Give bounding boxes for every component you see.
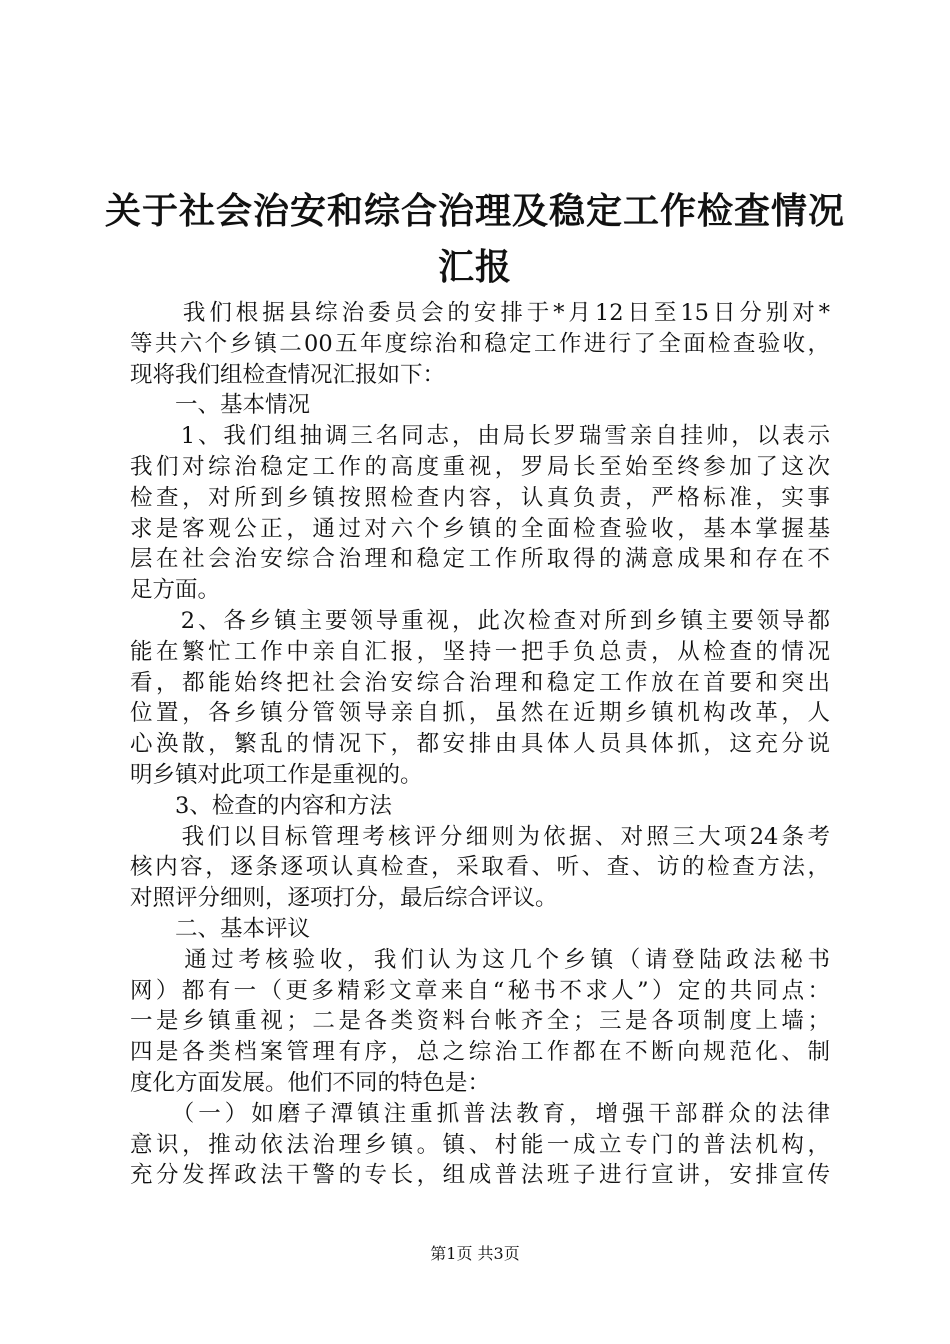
body-text-line: 意识，推动依法治理乡镇。镇、村能一成立专门的普法机构，	[130, 1131, 830, 1158]
body-text-line: 1、我们组抽调三名同志，由局长罗瑞雪亲自挂帅，以表示	[130, 423, 830, 450]
body-text-line: 层在社会治安综合治理和稳定工作所取得的满意成果和存在不	[130, 546, 830, 573]
document-body	[130, 298, 830, 1191]
body-text-line: 心涣散，繁乱的情况下，都安排由具体人员具体抓，这充分说	[130, 731, 830, 758]
body-text-line: 能在繁忙工作中亲自汇报，坚持一把手负总责，从检查的情况	[130, 638, 830, 665]
body-text-line: 我们根据县综治委员会的安排于*月12日至15日分别对*	[130, 300, 830, 326]
body-text-line: 核内容，逐条逐项认真检查，采取看、听、查、访的检查方法，	[130, 854, 830, 881]
body-text-line: 充分发挥政法干警的专长，组成普法班子进行宣讲，安排宣传	[130, 1162, 830, 1189]
body-text-line: 一是乡镇重视；二是各类资料台帐齐全；三是各项制度上墙；	[130, 1008, 830, 1035]
body-text-line: 看，都能始终把社会治安综合治理和稳定工作放在首要和突出	[130, 669, 830, 696]
body-text-line: 位置，各乡镇分管领导亲自抓，虽然在近期乡镇机构改革，人	[130, 700, 830, 727]
body-text-line: 3、检查的内容和方法	[130, 792, 392, 819]
body-text-line: 通过考核验收，我们认为这几个乡镇（请登陆政法秘书	[130, 946, 830, 973]
body-text-line: 一、基本情况	[130, 392, 311, 419]
body-text-line: 网）都有一（更多精彩文章来自“秘书不求人”）定的共同点：	[130, 977, 830, 1004]
body-text-line: 现将我们组检查情况汇报如下：	[130, 361, 446, 388]
body-text-line: 度化方面发展。他们不同的特色是：	[130, 1069, 491, 1096]
body-text-line: 四是各类档案管理有序，总之综治工作都在不断向规范化、制	[130, 1039, 830, 1066]
document-title-line-2: 汇报	[437, 247, 512, 288]
body-text-line: 2、各乡镇主要领导重视，此次检查对所到乡镇主要领导都	[130, 607, 830, 634]
body-text-line: 我们对综治稳定工作的高度重视，罗局长至始至终参加了这次	[130, 453, 830, 480]
body-text-line: 足方面。	[130, 577, 221, 604]
body-text-line: 我们以目标管理考核评分细则为依据、对照三大项24条考	[130, 823, 830, 850]
body-text-line: 等共六个乡镇二00五年度综治和稳定工作进行了全面检查验收，	[130, 330, 830, 357]
page-footer: 第1页 共3页	[430, 1244, 520, 1263]
body-text-line: 检查，对所到乡镇按照检查内容，认真负责，严格标准，实事	[130, 484, 830, 511]
body-text-line: （一）如磨子潭镇注重抓普法教育，增强干部群众的法律	[130, 1100, 830, 1127]
body-text-line: 明乡镇对此项工作是重视的。	[130, 761, 423, 788]
body-text-line: 对照评分细则，逐项打分，最后综合评议。	[130, 885, 558, 912]
body-text-line: 求是客观公正，通过对六个乡镇的全面检查验收，基本掌握基	[130, 515, 830, 542]
body-text-line: 二、基本评议	[130, 915, 311, 942]
document-title-line-1: 关于社会治安和综合治理及稳定工作检查情况	[104, 191, 845, 232]
